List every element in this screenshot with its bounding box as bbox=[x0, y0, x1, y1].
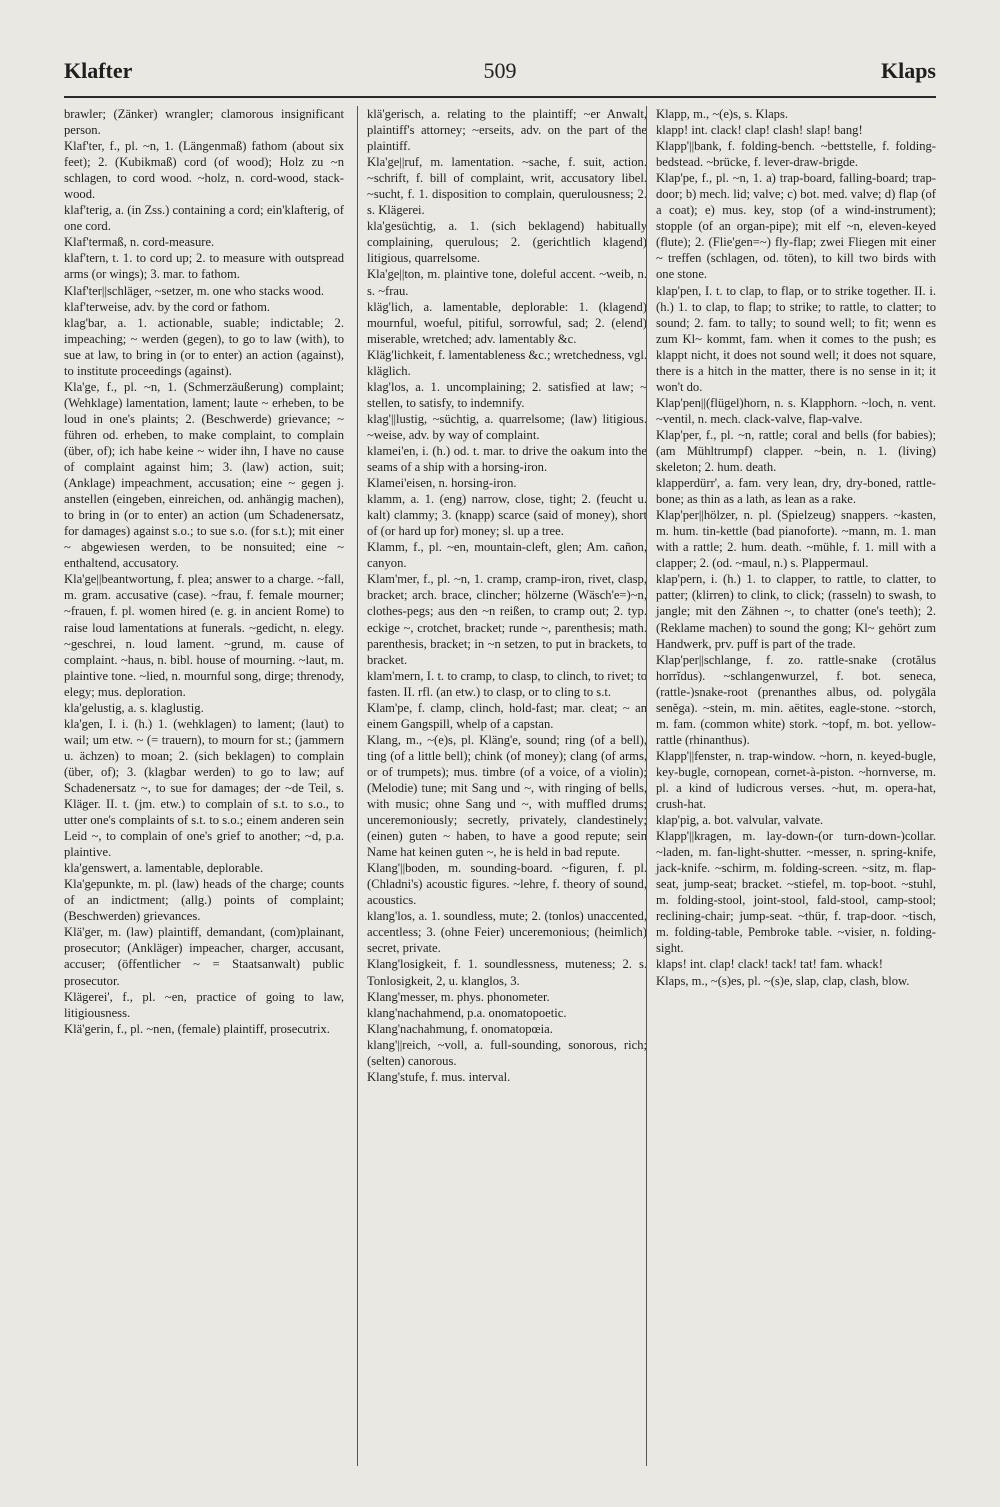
dictionary-entry: klaf'terig, a. (in Zss.) containing a cord; ein'klafterig, of one cord. bbox=[64, 203, 344, 234]
dictionary-entry: klap'pen, I. t. to clap, to flap, or to strike together. II. i. (h.) 1. to clap, to flap; to strike; to rattle, to clatter; to sound; 2. fam. to tally; to sound well; to fit; wenn es zum Kl~ kommt, fam. when it comes to the push; es klappt nicht, it does not sound well; it does not square, there is a hitch in the matter, there is no sense in it; it won't do. bbox=[656, 283, 936, 394]
dictionary-entry: Klang'messer, m. phys. phonometer. bbox=[367, 989, 550, 1004]
dictionary-entry: Klapp'||bank, f. folding-bench. ~bettstelle, f. folding-bedstead. ~brücke, f. lever-draw-brigde. bbox=[656, 139, 936, 170]
dictionary-entry: kla'gen, I. i. (h.) 1. (wehklagen) to lament; (laut) to wail; um etw. ~ (= trauern), to mourn for st.; (jammern u. ächzen) to moan; 2. (sich beklagen) to complain (über, of); 3. (klagbar werden) to go to law; auf Schadenersatz ~, to sue for damages; der ~de Teil, s. Kläger. II. t. (jm. etw.) to complain of s.t. to s.o., to utter one's complaints of s.t. to s.o.; einem anderen sein Leid ~, to complain of one's grief to another; ~d, p.a. plaintive. bbox=[64, 716, 344, 860]
page-number: 509 bbox=[483, 58, 517, 83]
dictionary-entry: Klaps, m., ~(s)es, pl. ~(s)e, slap, clap, clash, blow. bbox=[656, 973, 910, 988]
dictionary-entry: klap'pig, a. bot. valvular, valvate. bbox=[656, 813, 824, 828]
dictionary-entry: klag'||lustig, ~süchtig, a. quarrelsome; (law) litigious. ~weise, adv. by way of complaint. bbox=[367, 411, 647, 442]
dictionary-entry: klang'nachahmend, p.a. onomatopoetic. bbox=[367, 1005, 567, 1020]
running-head-left: Klafter bbox=[64, 58, 133, 83]
dictionary-entry: Klang'losigkeit, f. 1. soundlessness, muteness; 2. s. Tonlosigkeit, 2, u. klanglos, 3. bbox=[367, 957, 647, 988]
dictionary-entry: Klaf'ter||schläger, ~setzer, m. one who stacks wood. bbox=[64, 283, 325, 298]
dictionary-entry: klapp! int. clack! clap! clash! slap! bang! bbox=[656, 123, 863, 138]
column-right bbox=[656, 106, 936, 989]
dictionary-entry: brawler; (Zänker) wrangler; clamorous insignificant person. bbox=[64, 107, 344, 138]
dictionary-entry: kla'gesüchtig, a. 1. (sich beklagend) habitually complaining, querulous; 2. (gerichtlich klagend) litigious, quarrelsome. bbox=[367, 219, 647, 266]
dictionary-entry: Klang'nachahmung, f. onomatopœia. bbox=[367, 1021, 553, 1036]
dictionary-entry: Klang'||boden, m. sounding-board. ~figuren, f. pl. (Chladni's) acoustic figures. ~lehre, f. theory of sound, acoustics. bbox=[367, 861, 647, 908]
dictionary-entry: klap'pern, i. (h.) 1. to clapper, to rattle, to clatter, to patter; (klirren) to clink, to click; (rasseln) to swash, to jangle; mit den Zähnen ~, to chatter (one's teeth); 2. (Reklame machen) to sound the gong; Kl~ gehört zum Handwerk, prv. puff is part of the trade. bbox=[656, 572, 936, 651]
dictionary-entry: klamei'en, i. (h.) od. t. mar. to drive the oakum into the seams of a ship with a horsing-iron. bbox=[367, 443, 647, 475]
dictionary-entry: klam'mern, I. t. to cramp, to clasp, to clinch, to rivet; to fasten. II. rfl. (an etw.) to clasp, or to cling to s.t. bbox=[367, 668, 647, 699]
dictionary-entry: Klägerei', f., pl. ~en, practice of going to law, litigiousness. bbox=[64, 989, 344, 1020]
dictionary-entry: Klamei'eisen, n. horsing-iron. bbox=[367, 476, 517, 491]
dictionary-entry: kläg'lich, a. lamentable, deplorable: 1. (klagend) mournful, woeful, pitiful, sorrowful, sad; 2. (elend) miserable, wretched; adv. lamentably &c. bbox=[367, 299, 647, 346]
running-head-right: Klaps bbox=[880, 58, 936, 83]
dictionary-entry: Klap'per, f., pl. ~n, rattle; coral and bells (for babies); (am Mühltrumpf) clapper. ~bein, n. 1. (living) skeleton; 2. hum. death. bbox=[656, 427, 936, 475]
dictionary-entry: Kläg'lichkeit, f. lamentableness &c.; wretchedness, vgl. kläglich. bbox=[367, 347, 647, 378]
dictionary-entry: Kla'ge||ton, m. plaintive tone, doleful accent. ~weib, n. s. ~frau. bbox=[367, 267, 647, 298]
dictionary-entry: Klaf'ter, f., pl. ~n, 1. (Längenmaß) fathom (about six feet); 2. (Kubikmaß) cord (of wood); Holz zu ~n schlagen, to cord wood. ~holz, n. cord-wood, stack-wood. bbox=[64, 139, 344, 202]
dictionary-entry: Kla'gepunkte, m. pl. (law) heads of the charge; counts of an indictment; (allg.) points of complaint; (Beschwerden) grievances. bbox=[64, 877, 344, 924]
dictionary-entry: Klaf'termaß, n. cord-measure. bbox=[64, 235, 215, 250]
dictionary-entry: Klä'gerin, f., pl. ~nen, (female) plaintiff, prosecutrix. bbox=[64, 1021, 330, 1036]
dictionary-entry: Klapp'||kragen, m. lay-down-(or turn-down-)collar. ~laden, m. fan-light-shutter. ~messer, n. spring-knife, jack-knife. ~schirm, m. folding-screen. ~sitz, m. flap-seat, jump-seat; bracket. ~stiefel, m. top-boot. ~stuhl, m. folding-stool, joint-stool, fald-stool, camp-stool; reclining-chair; jump-seat. ~thür, f. trap-door. ~tisch, m. folding-table, Pembroke table. ~visier, n. folding-sight. bbox=[656, 829, 936, 956]
dictionary-entry: Klapp, m., ~(e)s, s. Klaps. bbox=[656, 107, 789, 121]
dictionary-entry: kla'gelustig, a. s. klaglustig. bbox=[64, 700, 204, 715]
dictionary-entry: klang'los, a. 1. soundless, mute; 2. (tonlos) unaccented, accentless; 3. (ohne Feier) unceremonious; (heimlich) secret, private. bbox=[367, 909, 647, 956]
dictionary-entry: klaps! int. clap! clack! tack! tat! fam. whack! bbox=[656, 957, 883, 972]
dictionary-entry: klamm, a. 1. (eng) narrow, close, tight; 2. (feucht u. kalt) clammy; 3. (knapp) scarce (said of money), short of (or hard up for) money; sl. up a tree. bbox=[367, 492, 647, 539]
dictionary-entry: Klang'stufe, f. mus. interval. bbox=[367, 1069, 511, 1084]
dictionary-entry: Klap'pe, f., pl. ~n, 1. a) trap-board, falling-board; trap-door; b) mech. lid; valve; c) bot. med. valve; d) flap (of a coat); e) mus. key, stop (of a wind-instrument); stopple (of an organ-pipe); mit elf ~n, eleven-keyed (flute); 2. (Flie'gen=~) fly-flap; zwei Fliegen mit einer ~ treffen (schlagen, od. töten), to kill two birds with one stone. bbox=[656, 171, 936, 282]
column-divider bbox=[646, 106, 647, 1466]
dictionary-entry: klaf'terweise, adv. by the cord or fathom. bbox=[64, 299, 271, 314]
dictionary-entry: Klap'per||schlange, f. zo. rattle-snake (crotălus horrĭdus). ~schlangenwurzel, f. bot. seneca, (rattle-)snake-root (prenanthes albus, od. polygăla senĕga). ~stein, m. min. aëtites, eagle-stone. ~storch, m. fam. (common white) stork. ~topf, m. bot. yellow-rattle (rhinanthus). bbox=[656, 652, 936, 747]
dictionary-entry: klaf'tern, t. 1. to cord up; 2. to measure with outspread arms (or wings); 3. mar. to fathom. bbox=[64, 251, 344, 282]
dictionary-entry: kla'genswert, a. lamentable, deplorable. bbox=[64, 861, 264, 876]
dictionary-entry: Kla'ge||beantwortung, f. plea; answer to a charge. ~fall, m. gram. accusative (case). ~frau, f. female mourner; ~frauen, f. pl. women hired (e. g. in ancient Rome) to raise loud lamentations at funerals. ~gedicht, n. elegy. ~geschrei, n. loud lament. ~grund, m. cause of complaint. ~haus, n. bibl. house of mourning. ~laut, m. plaintive tone. ~lied, n. mournful song, dirge; threnody, elegy; mus. deploration. bbox=[64, 572, 344, 699]
column-middle bbox=[367, 106, 647, 1085]
dictionary-entry: klag'bar, a. 1. actionable, suable; indictable; 2. impeaching; ~ werden (gegen), to go to law (with), to sue at law, to bring in (or to enter) an action (against), to institute proceedings (against). bbox=[64, 315, 344, 378]
dictionary-entry: klag'los, a. 1. uncomplaining; 2. satisfied at law; ~ stellen, to satisfy, to indemnify. bbox=[367, 379, 647, 410]
column-divider bbox=[357, 106, 358, 1466]
dictionary-entry: Klam'pe, f. clamp, clinch, hold-fast; mar. cleat; ~ an einem Gangspill, whelp of a capstan. bbox=[367, 700, 647, 731]
dictionary-entry: Klam'mer, f., pl. ~n, 1. cramp, cramp-iron, rivet, clasp, bracket; arch. brace, clincher; hölzerne (Wäsch'e=)~n, clothes-pegs; aus den ~n reißen, to cramp out; 2. typ. eckige ~, crotchet, bracket; runde ~, parenthesis; math. parenthesis, bracket; in ~n setzen, to put in brackets, to bracket. bbox=[367, 572, 647, 667]
dictionary-entry: Klamm, f., pl. ~en, mountain-cleft, glen; Am. cañon, canyon. bbox=[367, 540, 647, 571]
dictionary-entry: Klapp'||fenster, n. trap-window. ~horn, n. keyed-bugle, key-bugle, cornopean, cornet-à-piston. ~hornverse, m. pl. a kind of ludicrous verses. ~hut, m. opera-hat, crush-hat. bbox=[656, 748, 936, 812]
dictionary-entry: Klang, m., ~(e)s, pl. Kläng'e, sound; ring (of a bell), ting (of a little bell); chink (of money); clang (of arms, or of trumpets); mus. timbre (of a voice, of a violin); (Melodie) tune; mit Sang und ~, with ringing of bells, with music; ohne Sang und ~, with muffled drums; unceremoniously; secretly, privately, clandestinely; (einen) guten ~ haben, to have a good repute; sein Name hat keinen guten ~, he is held in bad repute. bbox=[367, 732, 647, 860]
dictionary-entry: Kla'ge||ruf, m. lamentation. ~sache, f. suit, action. ~schrift, f. bill of complaint, writ, accusatory libel. ~sucht, f. 1. disposition to complain, querulousness; 2. s. Klägerei. bbox=[367, 155, 647, 218]
dictionary-entry: Klap'pen||(flügel)horn, n. s. Klapphorn. ~loch, n. vent. ~ventil, n. mech. clack-valve, flap-valve. bbox=[656, 395, 936, 426]
dictionary-entry: klang'||reich, ~voll, a. full-sounding, sonorous, rich; (selten) canorous. bbox=[367, 1037, 647, 1068]
dictionary-entry: Klap'per||hölzer, n. pl. (Spielzeug) snappers. ~kasten, m. hum. tin-kettle (bad pianoforte). ~mann, m. 1. man with a rattle; 2. hum. death. ~mühle, f. 1. mill with a clapper; 2. (od. ~maul, n.) s. Plappermaul. bbox=[656, 508, 936, 571]
dictionary-entry: klä'gerisch, a. relating to the plaintiff; ~er Anwalt, plaintiff's attorney; ~erseits, adv. on the part of the plaintiff. bbox=[367, 107, 647, 154]
column-left bbox=[64, 106, 344, 1037]
dictionary-entry: Kla'ge, f., pl. ~n, 1. (Schmerzäußerung) complaint; (Wehklage) lamentation, lament; laute ~ erheben, to be loud in one's plaints; 2. (Beschwerde) grievance; ~ führen od. erheben, to make complaint, to complain (über, of); ich habe keine ~ wider ihn, I have no cause of complaint against him; 3. (law) action, suit; (Anklage) impeachment, accusation; eine ~ gegen j. anstellen (eingeben, einreichen, od. anhängig machen), to bring in (or to enter) an action (um Schadenersatz, for damages) against s.o.; to sue s.o. (for s.t.); mit einer ~ abgewiesen werden, to be nonsuited; eine ~ enthaltend, accusatory. bbox=[64, 379, 344, 571]
dictionary-entry: klapperdürr', a. fam. very lean, dry, dry-boned, rattle-bone; as thin as a lath, as lean as a rake. bbox=[656, 476, 936, 507]
dictionary-entry: Klä'ger, m. (law) plaintiff, demandant, (com)plainant, prosecutor; (Ankläger) impeacher, charger, accusant, accuser; (öffentlicher ~ = Staatsanwalt) public prosecutor. bbox=[64, 925, 344, 988]
header-rule bbox=[64, 96, 936, 98]
